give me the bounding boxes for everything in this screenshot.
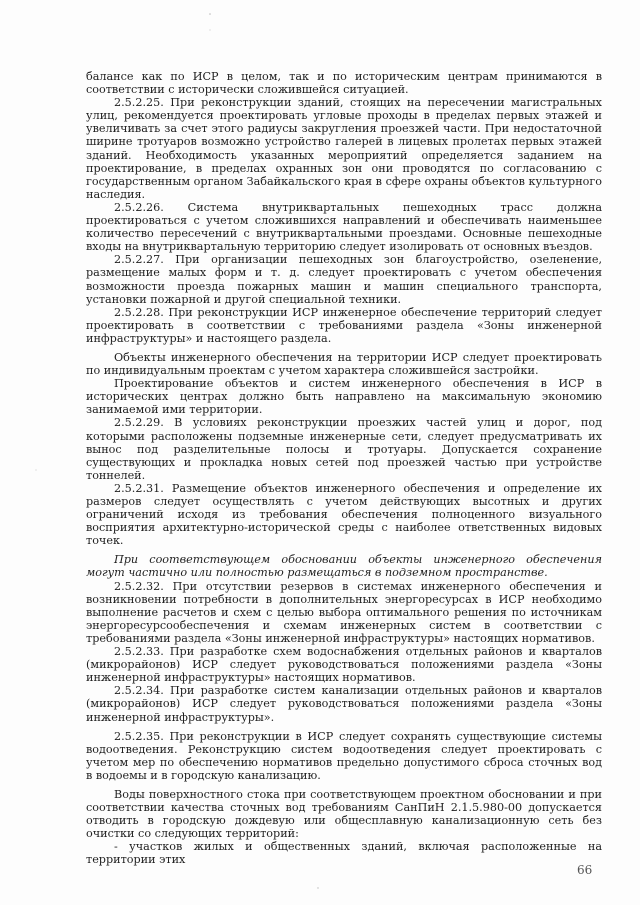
paragraph-continuation: балансе как по ИСР в целом, так и по историческим центрам принимаются в соответствии с исторически сложившейся ситуацией. [86, 70, 602, 97]
paragraph-2-5-2-32: 2.5.2.32. При отсутствии резервов в системах инженерного обеспечения и возникновении потребности в дополнительных энергоресурсах в ИСР необходимо выполнение расчетов и схем с целью выбора оптимального решения по источникам энергоресурсообеспечения и схемам инженерных систем в соответствии с требованиями раздела «Зоны инженерной инфраструктуры» настоящих нормативов. [86, 579, 602, 645]
paragraph-2-5-2-33: 2.5.2.33. При разработке схем водоснабжения отдельных районов и кварталов (микрорайонов) ИСР следует руководствоваться положениями раздела «Зоны инженерной инфраструктуры» настоящих нормативов. [86, 645, 602, 685]
paragraph-surface-runoff: Воды поверхностного стока при соответствующем проектном обосновании и при соответствии качества сточных вод требованиям СанПиН 2.1.5.980-00 допускается отводить в городскую дождевую или общесплавную канализационную сеть без очистки со следующих территорий: [86, 787, 602, 841]
paragraph-underground-placement: При соответствующем обосновании объекты инженерного обеспечения могут частично или полностью размещаться в подземном пространстве. [86, 553, 602, 580]
paragraph-2-5-2-25: 2.5.2.25. При реконструкции зданий, стоящих на пересечении магистральных улиц, рекомендуется проектировать угловые проходы в пределах первых этажей и увеличивать за счет этого радиусы закругления проезжей части. При недостаточной ширине тротуаров возможно устройство галерей в лицевых пролетах первых этажей зданий. Необходимость указанных мероприятий определяется заданием на проектирование, в пределах охранных зон они проводятся по согласованию с государственным органом Забайкальского края в сфере охраны объектов культурного наследия. [86, 96, 602, 201]
page-number: 66 [577, 863, 593, 877]
scan-speck [317, 887, 318, 888]
paragraph-2-5-2-35: 2.5.2.35. При реконструкции в ИСР следует сохранять существующие системы водоотведения. Реконструкцию систем водоотведения следует проектировать с учетом мер по обеспечению нормативов предельно допустимого сброса сточных вод в водоемы и в городскую канализацию. [86, 729, 602, 782]
scan-speck [209, 29, 210, 30]
paragraph-2-5-2-34: 2.5.2.34. При разработке систем канализации отдельных районов и кварталов (микрорайонов) ИСР следует руководствоваться положениями раздела «Зоны инженерной инфраструктуры». [86, 684, 602, 724]
scan-speck [35, 469, 36, 470]
paragraph-2-5-2-27: 2.5.2.27. При организации пешеходных зон благоустройство, озеленение, размещение малых форм и т. д. следует проектировать с учетом обеспечения возможности проезда пожарных машин и машин специального транспорта, установки пожарной и другой специальной техники. [86, 253, 602, 306]
document-body [86, 70, 602, 867]
paragraph-2-5-2-31: 2.5.2.31. Размещение объектов инженерного обеспечения и определение их размеров следует осуществлять с учетом действующих высотных и других ограничений исходя из требования обеспечения полноценного визуального восприятия архитектурно-исторической среды с наиболее ответственных видовых точек. [86, 481, 602, 548]
list-item-residential-plots: - участков жилых и общественных зданий, включая расположенные на территории этих [86, 840, 602, 867]
paragraph-2-5-2-28: 2.5.2.28. При реконструкции ИСР инженерное обеспечение территорий следует проектировать в соответствии с требованиями раздела «Зоны инженерной инфраструктуры» и настоящего раздела. [86, 305, 602, 345]
paragraph-2-5-2-26: 2.5.2.26. Система внутриквартальных пешеходных трасс должна проектироваться с учетом сложившихся направлений и обеспечивать наименьшее количество пересечений с внутриквартальными проездами. Основные пешеходные входы на внутриквартальную территорию следует изолировать от основных въездов. [86, 200, 602, 254]
scan-speck [209, 13, 211, 15]
paragraph-engineering-objects: Объекты инженерного обеспечения на территории ИСР следует проектировать по индивидуальным проектам с учетом характера сложившейся застройки. [86, 350, 602, 378]
paragraph-engineering-design: Проектирование объектов и систем инженерного обеспечения в ИСР в исторических центрах должно быть направлено на максимальную экономию занимаемой ими территории. [86, 377, 602, 417]
paragraph-2-5-2-29: 2.5.2.29. В условиях реконструкции проезжих частей улиц и дорог, под которыми расположены подземные инженерные сети, следует предусматривать их вынос под разделительные полосы и тротуары. Допускается сохранение существующих и прокладка новых сетей под проезжей частью при устройстве тоннелей. [86, 416, 602, 482]
